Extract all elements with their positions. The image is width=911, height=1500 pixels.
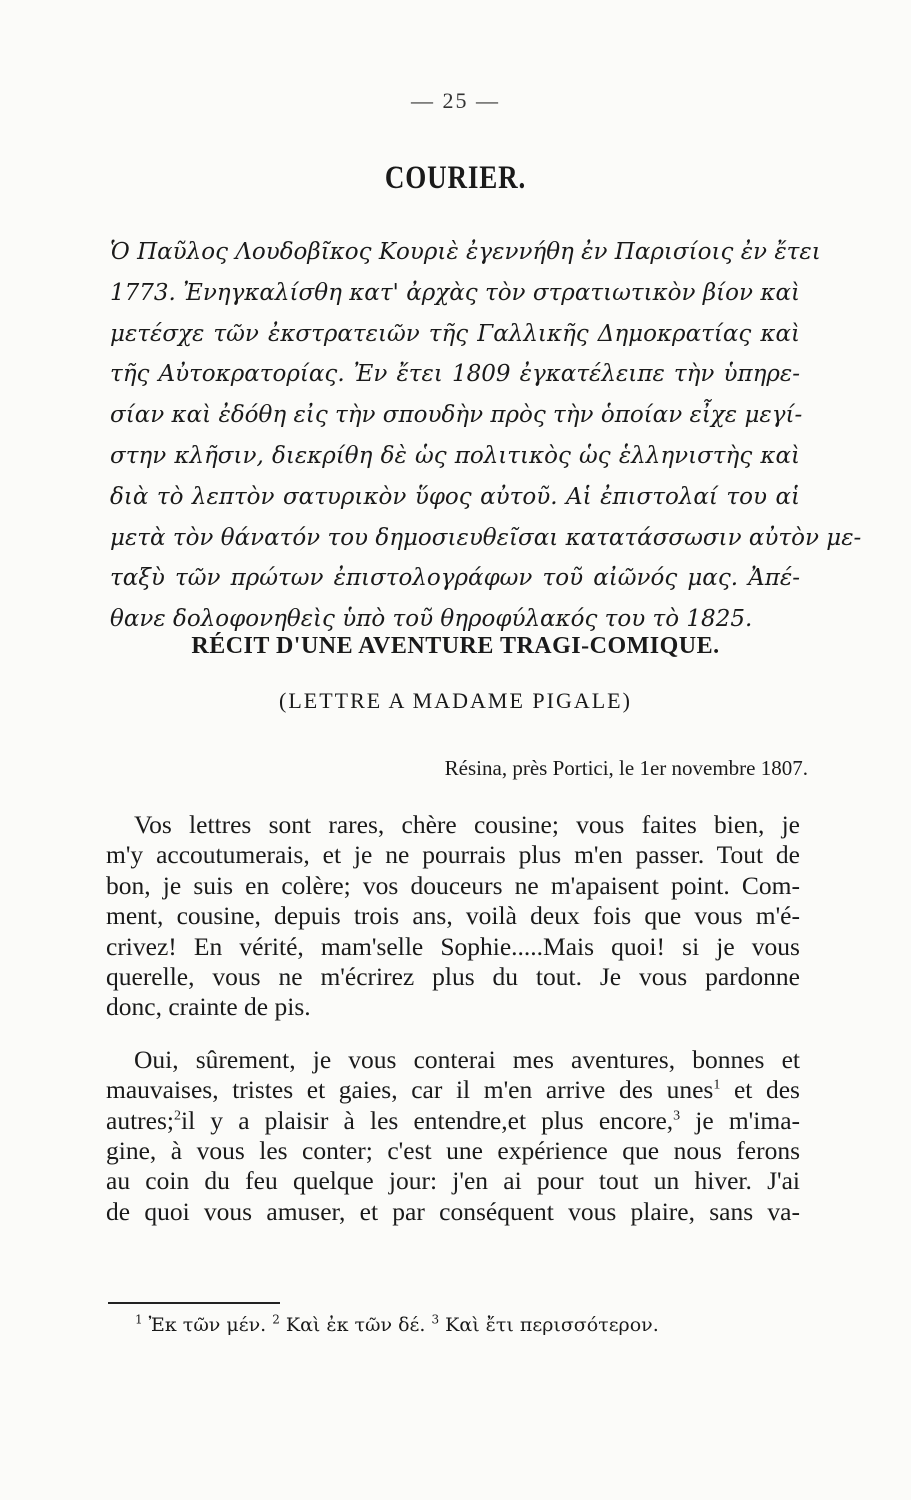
letter-subtitle: (LETTRE A MADAME PIGALE) (279, 688, 632, 713)
line-text: mauvaises, tristes et gaies, car il m'en arrive des unes (106, 1075, 714, 1105)
paragraph-line (106, 1075, 800, 1105)
footnote-number: 1 (135, 1312, 143, 1327)
paragraph-line: m'y accoutumerais, et je ne pourrais plus m'en passer. Tout de (106, 840, 800, 870)
footnote-text: Καὶ ἔτι περισσότερον. (439, 1314, 659, 1336)
line-text: autres; (106, 1105, 174, 1135)
footnote-text: Ἐκ τῶν μέν. (142, 1314, 273, 1336)
letter-title: RÉCIT D'UNE AVENTURE TRAGI-COMIQUE. (191, 633, 720, 659)
paragraph-line: au coin du feu quelque jour: j'en ai pour tout un hiver. J'ai (106, 1166, 800, 1196)
paragraph-line: de quoi vous amuser, et par conséquent vous plaire, sans va- (106, 1196, 800, 1226)
footnote-number: 3 (431, 1312, 440, 1327)
letter-body (106, 810, 800, 1227)
biography-greek-text (110, 232, 862, 640)
biography-line: τῆς Αὐτοκρατορίας. Ἐν ἔτει 1809 ἐγκατέλειπε τὴν ὑπηρε- (110, 361, 800, 388)
biography-line: μετὰ τὸν θάνατόν του δημοσιευθεῖσαι κατατάσσωσιν αὐτὸν με- (110, 524, 862, 551)
line-text: il y a plaisir à les entendre,et plus encore, (180, 1105, 674, 1135)
footnote-ref: 1 (713, 1077, 721, 1093)
footnote-number: 2 (272, 1312, 280, 1327)
paragraph-line: crivez! En vérité, mam'selle Sophie.....Mais quoi! si je vous (106, 931, 800, 961)
line-text: et des (720, 1075, 800, 1105)
footnote-text: Καὶ ἐκ τῶν δέ. (279, 1314, 432, 1336)
line-text: je m'ima- (680, 1105, 801, 1135)
biography-line: 1773. Ἐνηγκαλίσθη κατ' ἀρχὰς τὸν στρατιωτικὸν βίον καὶ (110, 279, 800, 306)
page-number: — 25 — (411, 88, 500, 113)
footnote-ref: 2 (173, 1108, 181, 1124)
paragraph-gap (106, 1023, 800, 1045)
biography-line: ταξὺ τῶν πρώτων ἐπιστολογράφων τοῦ αἰῶνός μας. Ἀπέ- (110, 565, 800, 592)
section-heading-courier: COURIER. (384, 160, 527, 196)
letter-dateline: Résina, près Portici, le 1er novembre 1807. (444, 756, 808, 780)
paragraph-line: querelle, vous ne m'écrirez plus du tout. Je vous pardonne (106, 962, 800, 992)
biography-line: Ὁ Παῦλος Λουδοβῖκος Κουριὲ ἐγεννήθη ἐν Παρισίοις ἐν ἔτει (110, 239, 821, 265)
paragraph-line: ment, cousine, depuis trois ans, voilà deux fois que vous m'é- (106, 901, 800, 931)
biography-line: σίαν καὶ ἐδόθη εἰς τὴν σπουδὴν πρὸς τὴν ὁποίαν εἶχε μεγί- (110, 402, 803, 429)
paragraph-line: bon, je suis en colère; vos douceurs ne m'apaisent point. Com- (106, 870, 800, 900)
footnotes (135, 1312, 795, 1338)
footnote-divider (108, 1302, 280, 1304)
paragraph-line: donc, crainte de pis. (106, 992, 311, 1022)
paragraph-line (106, 1106, 800, 1136)
biography-line: μετέσχε τῶν ἐκστρατειῶν τῆς Γαλλικῆς Δημοκρατίας καὶ (110, 320, 800, 347)
footnote-ref: 3 (673, 1108, 681, 1124)
paragraph-line: Vos lettres sont rares, chère cousine; vous faites bien, je (134, 810, 800, 839)
paragraph-line: gine, à vous les conter; c'est une expérience que nous ferons (106, 1136, 800, 1166)
biography-line: θανε δολοφονηθεὶς ὑπὸ τοῦ θηροφύλακός του τὸ 1825. (110, 606, 753, 633)
paragraph-line: Oui, sûrement, je vous conterai mes aventures, bonnes et (134, 1044, 800, 1074)
biography-line: διὰ τὸ λεπτὸν σατυρικὸν ὕφος αὐτοῦ. Αἱ ἐπιστολαί του αἱ (110, 483, 800, 510)
biography-line: στην κλῆσιν, διεκρίθη δὲ ὡς πολιτικὸς ὡς ἑλληνιστὴς καὶ (110, 442, 800, 469)
